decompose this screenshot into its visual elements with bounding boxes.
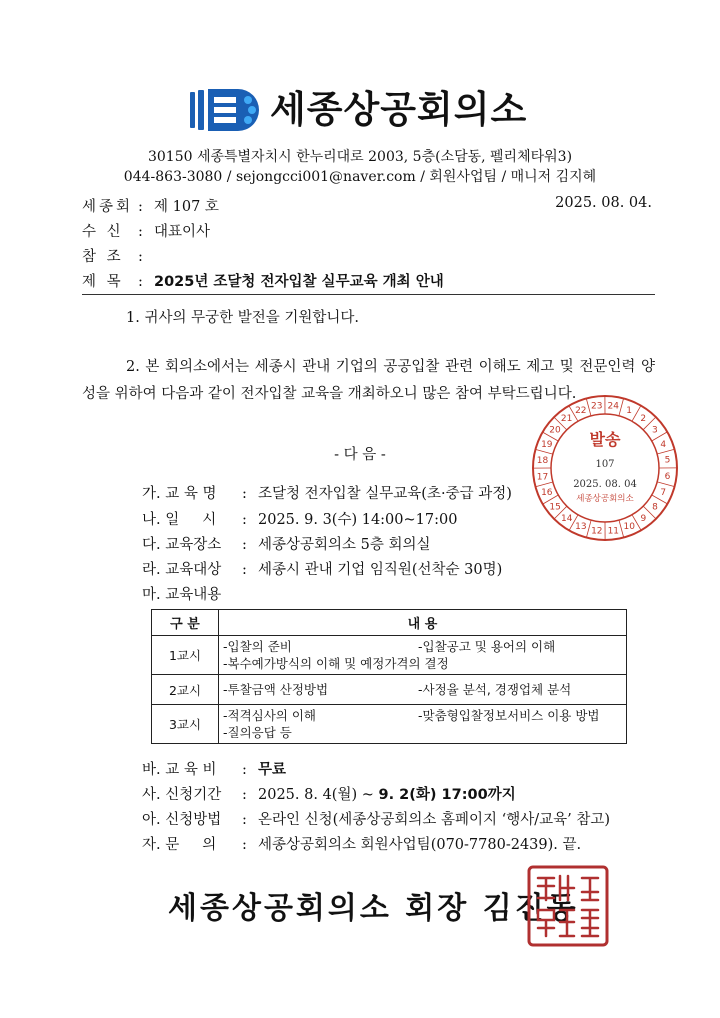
item-target: 라. 교육대상 : 세종시 관내 기업 임직원(선착순 30명) — [142, 558, 502, 579]
item-application-method: 아. 신청방법 : 온라인 신청(세종상공회의소 홈페이지 ‘행사/교육’ 참고) — [142, 808, 610, 829]
address-line-1: 30150 세종특별자치시 한누리대로 2003, 5층(소담동, 펠리체타워3) — [147, 149, 573, 165]
reference-row: 참 조 : — [82, 245, 154, 266]
dial-number: 1 — [626, 405, 632, 416]
dispatch-stamp — [530, 393, 680, 543]
item-label: 라. 교육대상 — [142, 562, 222, 578]
content-line: -맞춤형입찰정보서비스 이용 방법 — [418, 708, 600, 723]
content-cell — [219, 705, 627, 744]
item-label: 가. 교 육 명 — [142, 486, 217, 502]
dial-number: 22 — [575, 405, 587, 416]
item-value-deadline: 9. 2(화) 17:00까지 — [378, 787, 516, 803]
dial-number: 18 — [536, 455, 549, 466]
dial-number: 24 — [607, 401, 619, 412]
stamp-title: 발송 — [589, 430, 621, 449]
dial-number: 11 — [607, 526, 620, 537]
stamp-number: 107 — [595, 459, 615, 470]
recipient-value: 대표이사 — [154, 224, 211, 240]
item-value: 세종상공회의소 회원사업팀(070-7780-2439). 끝. — [258, 837, 582, 853]
period-cell: 3교시 — [152, 705, 219, 744]
curriculum-table — [151, 609, 627, 744]
dial-number: 12 — [591, 526, 603, 537]
item-label: 아. 신청방법 — [142, 812, 222, 828]
item-value: 무료 — [258, 762, 287, 778]
dial-tick — [536, 482, 553, 487]
dial-number: 23 — [590, 401, 603, 412]
dial-number: 7 — [660, 488, 667, 499]
dial-number: 5 — [664, 455, 671, 466]
content-line: -적격심사의 이해 — [223, 708, 317, 723]
period-cell: 2교시 — [152, 675, 219, 705]
item-label: 나. 일 시 — [142, 512, 217, 528]
item-venue: 다. 교육장소 : 세종상공회의소 5층 회의실 — [142, 533, 431, 554]
divider — [82, 294, 655, 295]
table-header-content: 내 용 — [219, 610, 627, 636]
item-label: 자. 문 의 — [142, 837, 217, 853]
signature: 세종상공회의소 회장 김진동 — [168, 891, 579, 926]
paragraph-2: 2. 본 회의소에서는 세종시 관내 기업의 공공입찰 관련 이해도 제고 및 전문인력 양성을 위하여 다음과 같이 전자입찰 교육을 개최하오니 많은 참여 부탁드립니다. — [82, 359, 655, 402]
dial-number: 2 — [640, 414, 647, 424]
table-row — [152, 705, 627, 744]
table-row — [152, 675, 627, 705]
dial-number: 10 — [623, 522, 635, 533]
item-datetime: 나. 일 시 : 2025. 9. 3(수) 14:00~17:00 — [142, 508, 457, 529]
table-header-row — [152, 610, 627, 636]
dial-number: 14 — [560, 514, 573, 524]
dial-tick — [657, 482, 674, 487]
stamp-date: 2025. 08. 04 — [573, 479, 637, 490]
dial-number: 16 — [541, 488, 553, 499]
item-value: 조달청 전자입찰 실무교육(초·중급 과정) — [258, 486, 512, 502]
address-line-2: 044-863-3080 / sejongcci001@naver.com / 회원사업팀 / 매니저 김지혜 — [123, 169, 597, 185]
item-label: 사. 신청기간 — [142, 787, 222, 803]
logo — [186, 86, 531, 134]
dial-number: 13 — [575, 522, 587, 533]
item-application-period: 사. 신청기간 : 2025. 8. 4(월) ~ 9. 2(화) 17:00까지 — [142, 783, 516, 804]
subject-label: 제 목 — [82, 274, 124, 290]
reference-label: 참 조 — [82, 249, 124, 265]
doc-date: 2025. 08. 04. — [555, 195, 652, 211]
logo-text: 세종상공회의소 — [270, 88, 528, 131]
dial-number: 21 — [560, 414, 573, 425]
item-value: 세종상공회의소 5층 회의실 — [258, 537, 431, 553]
subject-row: 제 목 : 2025년 조달청 전자입찰 실무교육 개최 안내 — [82, 270, 444, 291]
gear-logo-icon — [186, 89, 260, 131]
recipient-label: 수 신 — [82, 224, 124, 240]
doc-label: 세종회 — [82, 199, 134, 215]
content-cell — [219, 675, 627, 705]
paragraph-1: 1. 귀사의 무궁한 발전을 기원합니다. — [126, 310, 359, 326]
official-seal — [526, 864, 610, 948]
item-course-name: 가. 교 육 명 : 조달청 전자입찰 실무교육(초·중급 과정) — [142, 482, 512, 503]
item-content — [142, 583, 221, 604]
content-line: -복수예가방식의 이해 및 예정가격의 결정 — [223, 656, 449, 671]
dial-tick — [657, 449, 674, 454]
dial-tick — [535, 449, 552, 454]
content-line: -입찰의 준비 — [223, 639, 292, 654]
dial-number: 20 — [549, 425, 561, 436]
dial-number: 17 — [536, 472, 549, 483]
item-value: 세종시 관내 기업 임직원(선착순 30명) — [258, 562, 503, 578]
table-row — [152, 636, 627, 675]
dial-number: 3 — [652, 425, 658, 436]
dial-number: 19 — [541, 439, 553, 450]
dial-number: 9 — [640, 513, 647, 524]
dial-number: 4 — [660, 439, 667, 450]
item-value: 2025. 9. 3(수) 14:00~17:00 — [258, 512, 458, 528]
dial-number: 8 — [652, 502, 658, 513]
item-fee: 바. 교 육 비 : 무료 — [142, 758, 286, 779]
doc-number: 제 107 호 — [154, 199, 219, 215]
dial-number: 15 — [549, 502, 561, 513]
next-heading: - 다 음 - — [334, 447, 386, 463]
item-label: 바. 교 육 비 — [142, 762, 217, 778]
item-label: 마. 교육내용 — [142, 587, 222, 603]
table-header-period: 구 분 — [152, 610, 219, 636]
item-label: 다. 교육장소 — [142, 537, 222, 553]
dial-tick — [619, 398, 624, 415]
subject-value: 2025년 조달청 전자입찰 실무교육 개최 안내 — [154, 274, 444, 290]
period-cell: 1교시 — [152, 636, 219, 675]
dial-number: 6 — [664, 472, 671, 483]
content-line: -입찰공고 및 용어의 이해 — [418, 639, 556, 654]
content-line: -질의응답 등 — [223, 725, 292, 740]
stamp-org: 세종상공회의소 — [576, 494, 634, 504]
doc-number-row: 세종회 : 제 107 호 — [82, 195, 219, 216]
item-inquiry: 자. 문 의 : 세종상공회의소 회원사업팀(070-7780-2439). 끝. — [142, 833, 581, 854]
recipient-row: 수 신 : 대표이사 — [82, 220, 210, 241]
content-line: -사정율 분석, 경쟁업체 분석 — [418, 682, 572, 697]
item-value: 온라인 신청(세종상공회의소 홈페이지 ‘행사/교육’ 참고) — [258, 812, 611, 828]
content-cell — [219, 636, 627, 675]
item-value: 2025. 8. 4(월) ~ — [258, 787, 379, 803]
content-line: -투찰금액 산정방법 — [223, 682, 329, 697]
